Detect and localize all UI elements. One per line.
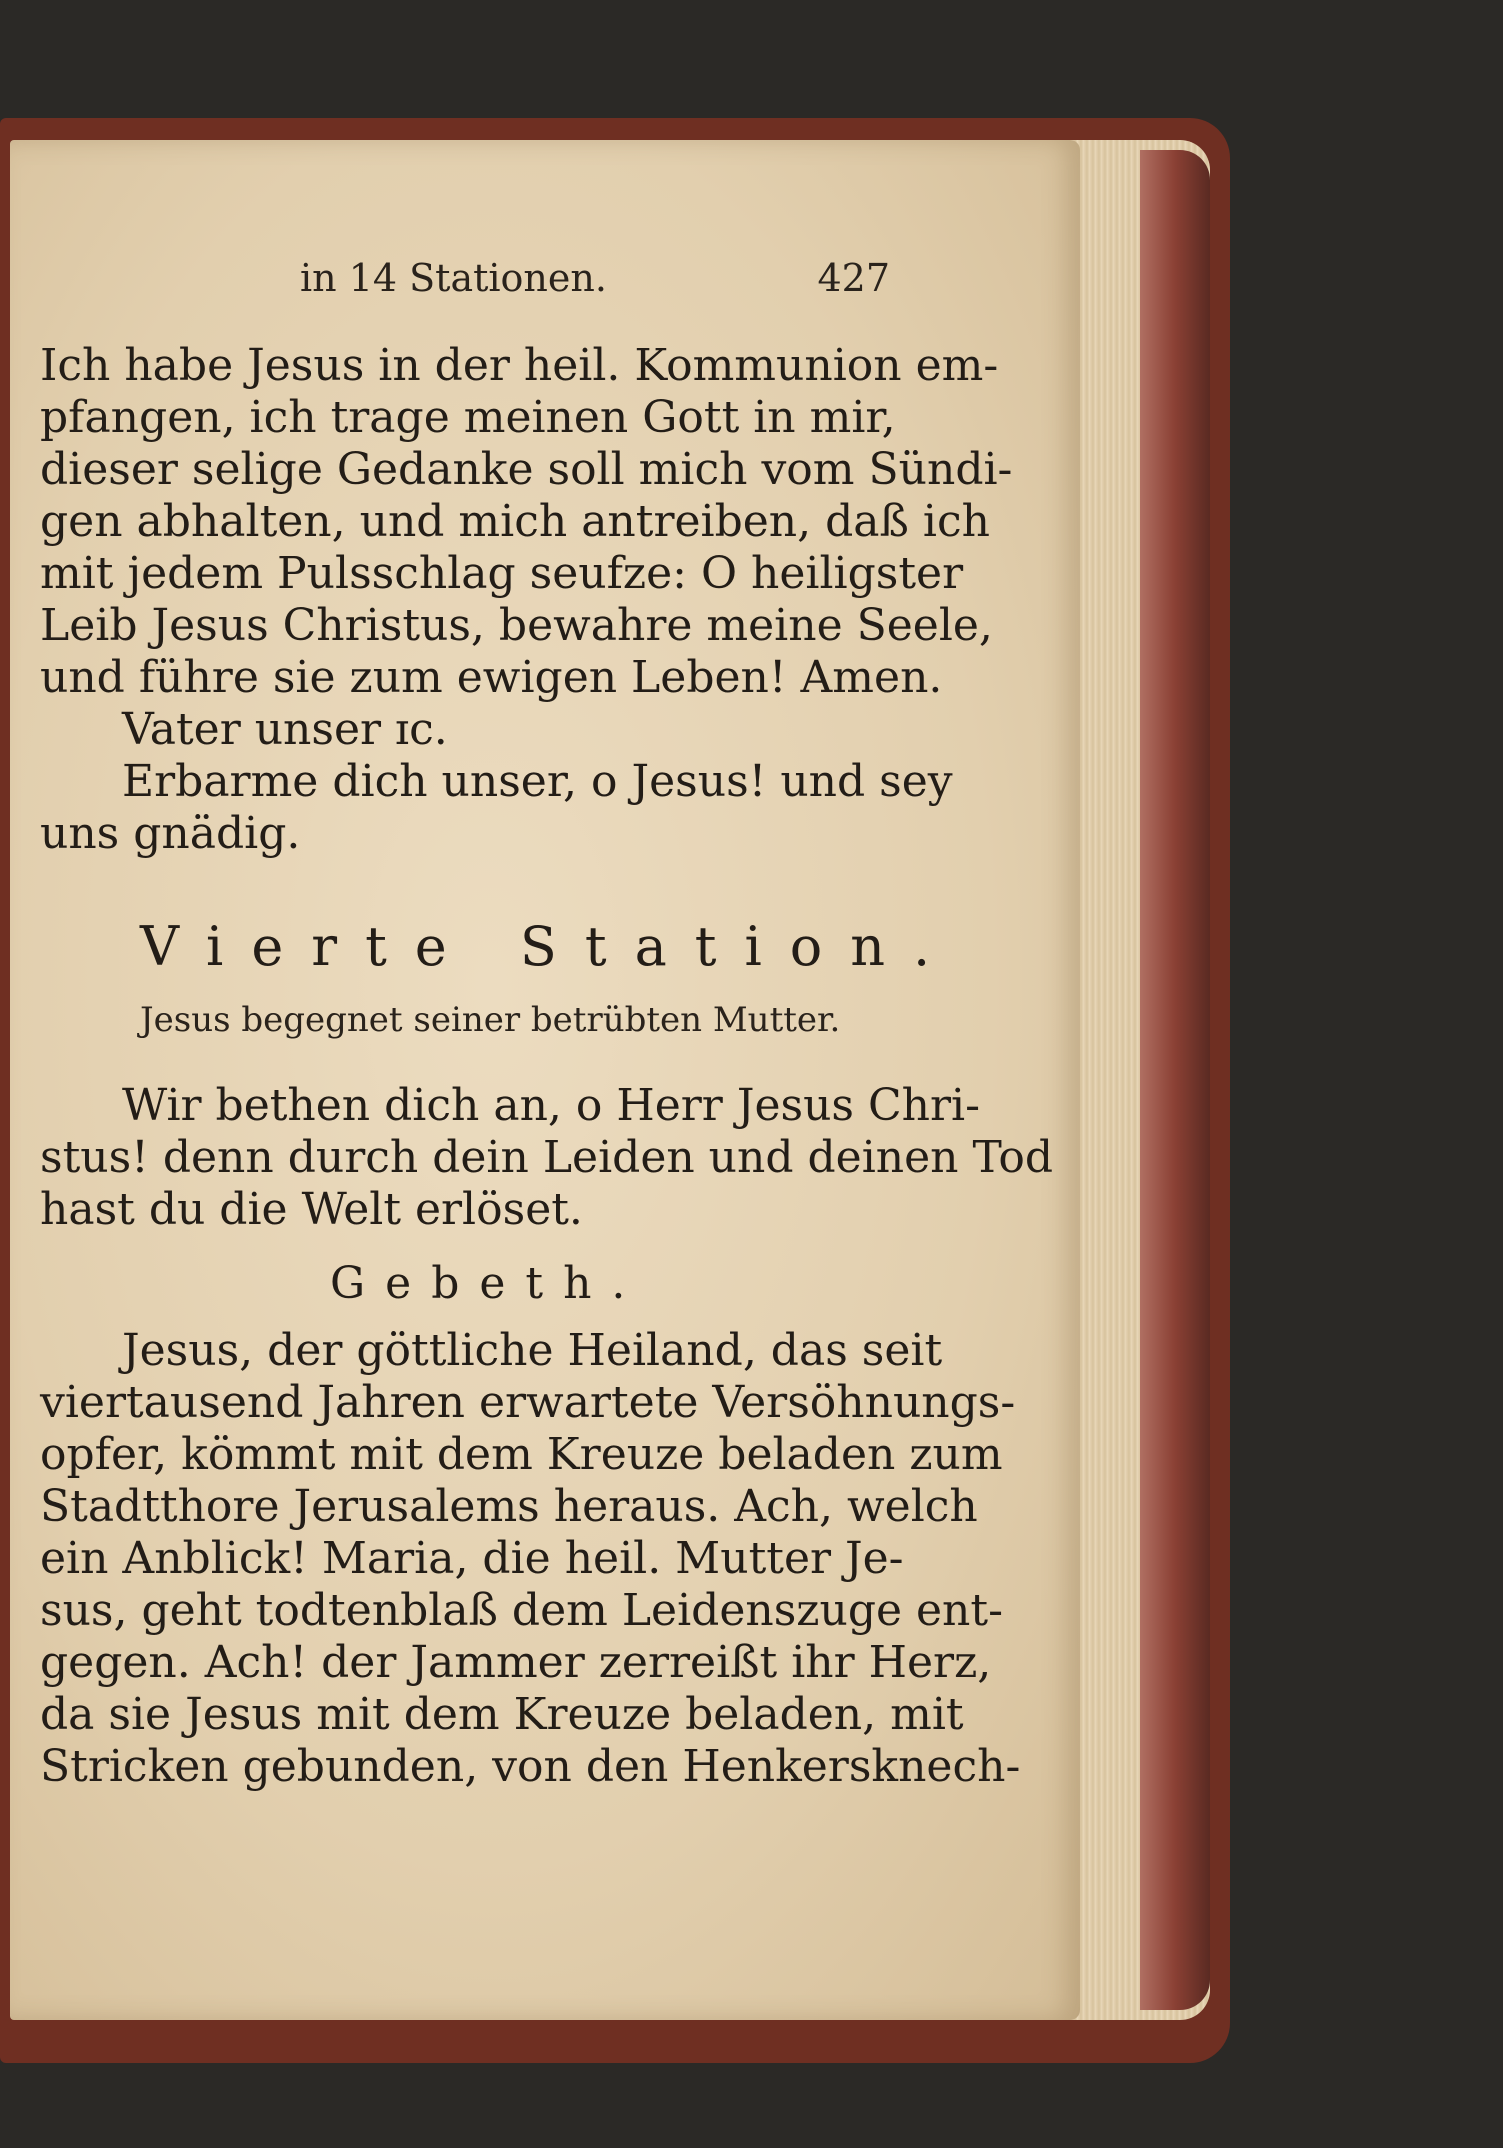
running-header: [290, 250, 890, 310]
text-line: Stadtthore Jerusalems heraus. Ach, welch: [40, 1481, 978, 1532]
text-line: ein Anblick! Maria, die heil. Mutter Je-: [40, 1533, 904, 1584]
book-edge: [1140, 150, 1210, 2010]
text-line: Ich habe Jesus in der heil. Kommunion em-: [40, 340, 999, 391]
prayer-lines: [40, 704, 953, 860]
gebeth-paragraph: [40, 1325, 1021, 1793]
text-line: Wir bethen dich an, o Herr Jesus Chri-: [122, 1080, 980, 1131]
station-heading: Vierte Station.: [140, 915, 959, 978]
text-line: sus, geht todtenblaß dem Leidenszuge ent-: [40, 1585, 1003, 1636]
text-line: Stricken gebunden, von den Henkersknech-: [40, 1741, 1021, 1792]
running-title: in 14 Stationen.: [300, 256, 607, 300]
top-paragraph: [40, 340, 1013, 704]
worship-paragraph: [40, 1080, 1054, 1236]
text-line: viertausend Jahren erwartete Versöhnungs-: [40, 1377, 1016, 1428]
text-line: uns gnädig.: [40, 808, 301, 859]
text-line: da sie Jesus mit dem Kreuze beladen, mit: [40, 1689, 964, 1740]
gebeth-heading: Gebeth.: [330, 1258, 646, 1309]
text-line: und führe sie zum ewigen Leben! Amen.: [40, 652, 943, 703]
text-line: Vater unser ɪc.: [122, 704, 448, 755]
station-subheading: Jesus begegnet seiner betrübten Mutter.: [140, 1000, 841, 1040]
text-line: Jesus, der göttliche Heiland, das seit: [122, 1325, 943, 1376]
text-line: gen abhalten, und mich antreiben, daß ich: [40, 496, 990, 547]
text-line: opfer, kömmt mit dem Kreuze beladen zum: [40, 1429, 1003, 1480]
text-line: dieser selige Gedanke soll mich vom Sündi-: [40, 444, 1013, 495]
text-line: hast du die Welt erlöset.: [40, 1184, 583, 1235]
page-number: 427: [817, 256, 890, 300]
text-line: mit jedem Pulsschlag seufze: O heiligster: [40, 548, 964, 599]
text-line: Erbarme dich unser, o Jesus! und sey: [122, 756, 953, 807]
text-line: pfangen, ich trage meinen Gott in mir,: [40, 392, 896, 443]
text-line: stus! denn durch dein Leiden und deinen Tod: [40, 1132, 1054, 1183]
text-line: Leib Jesus Christus, bewahre meine Seele,: [40, 600, 993, 651]
text-line: gegen. Ach! der Jammer zerreißt ihr Herz,: [40, 1637, 992, 1688]
